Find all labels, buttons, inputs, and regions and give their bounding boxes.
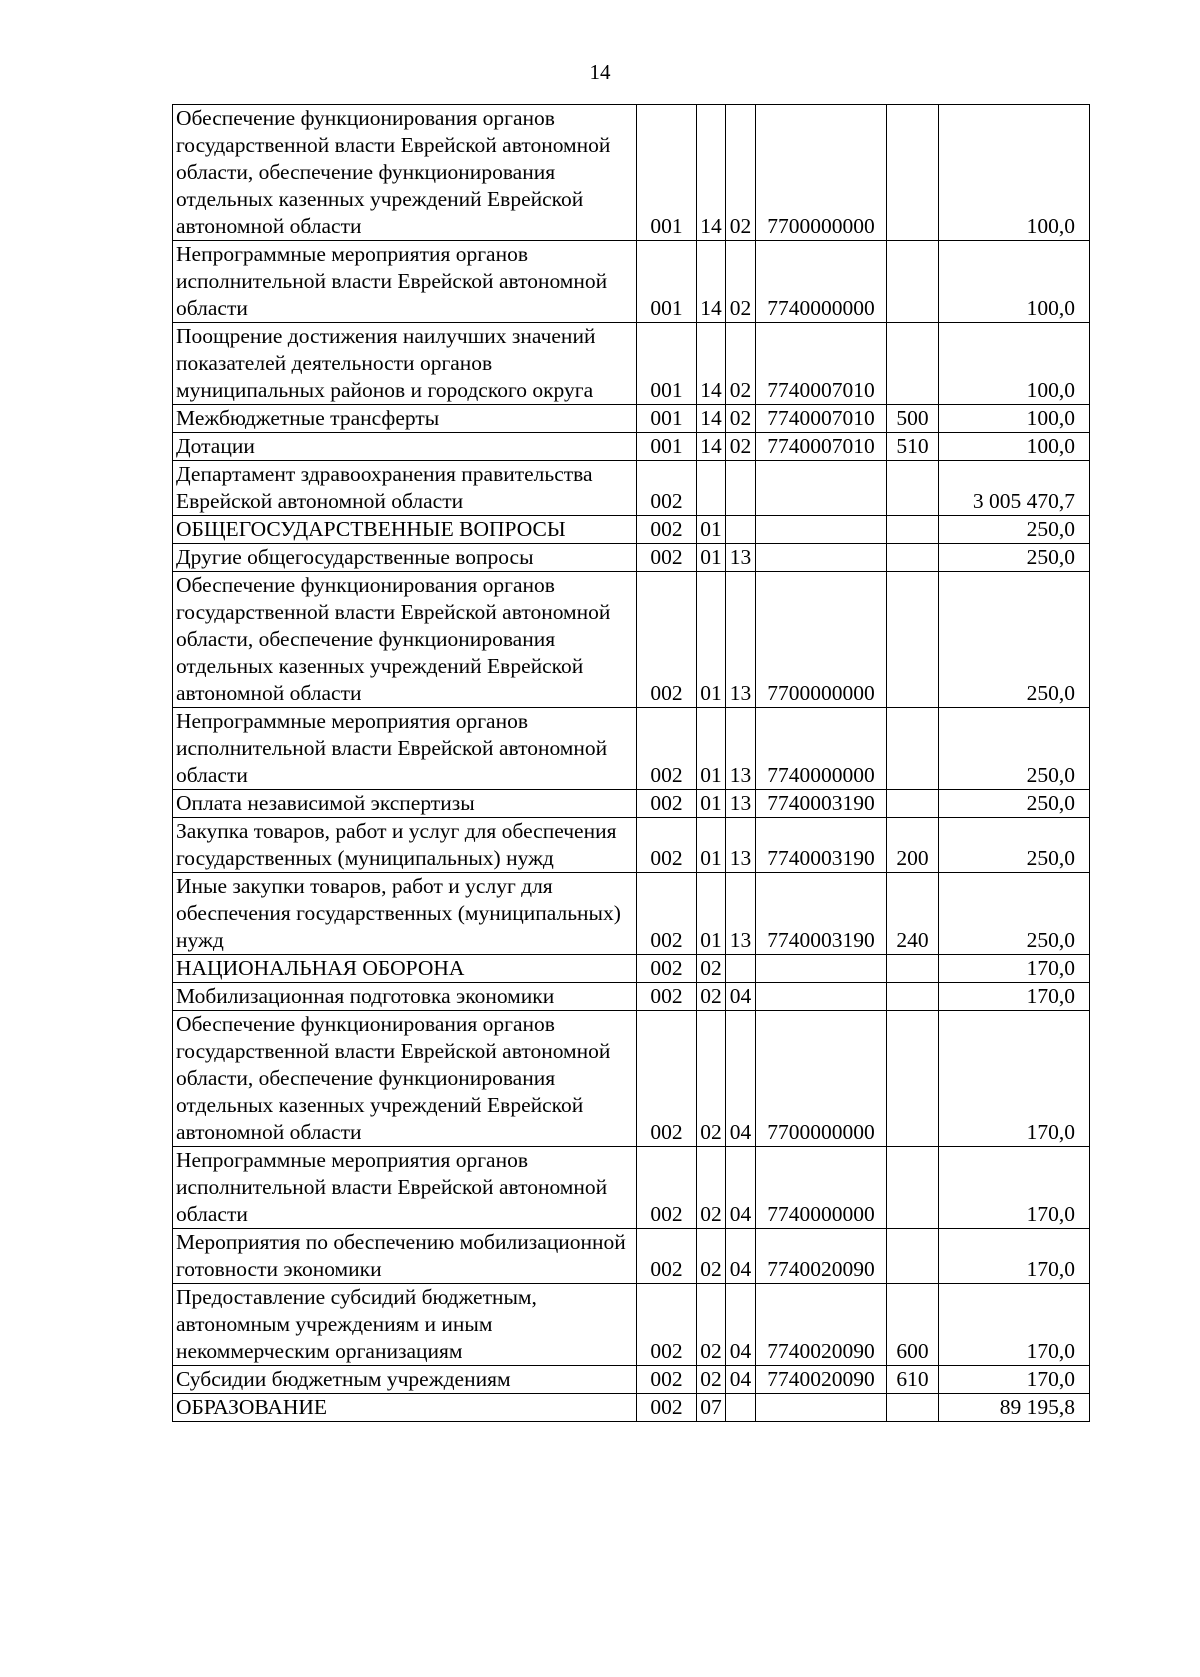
section-code-cell: 01 [697, 790, 726, 818]
ministry-code-cell: 002 [637, 873, 697, 955]
ministry-code-cell: 002 [637, 708, 697, 790]
subsection-code-cell: 04 [726, 1229, 756, 1284]
row-name-cell: Закупка товаров, работ и услуг для обеспечения государственных (муниципальных) нужд [173, 818, 637, 873]
table-row [173, 708, 1090, 790]
row-name-cell: Предоставление субсидий бюджетным, автономным учреждениям и иным некоммерческим организациям [173, 1284, 637, 1366]
amount-cell: 170,0 [939, 1366, 1090, 1394]
target-item-code-cell: 7740007010 [756, 433, 887, 461]
ministry-code-cell: 002 [637, 983, 697, 1011]
expense-type-code-cell: 240 [887, 873, 939, 955]
subsection-code-cell: 04 [726, 1011, 756, 1147]
table-row [173, 544, 1090, 572]
row-name-cell: Непрограммные мероприятия органов исполнительной власти Еврейской автономной области [173, 1147, 637, 1229]
section-code-cell: 02 [697, 1011, 726, 1147]
target-item-code-cell: 7740020090 [756, 1229, 887, 1284]
target-item-code-cell [756, 544, 887, 572]
target-item-code-cell: 7740007010 [756, 323, 887, 405]
table-row [173, 1366, 1090, 1394]
row-name-cell: Обеспечение функционирования органов государственной власти Еврейской автономной области, обеспечение функционирования отдельных казенных учреждений Еврейской автономной области [173, 105, 637, 241]
amount-cell: 89 195,8 [939, 1394, 1090, 1422]
amount-cell: 250,0 [939, 572, 1090, 708]
section-code-cell: 07 [697, 1394, 726, 1422]
subsection-code-cell: 13 [726, 818, 756, 873]
ministry-code-cell: 002 [637, 1284, 697, 1366]
amount-cell: 250,0 [939, 544, 1090, 572]
expense-type-code-cell: 500 [887, 405, 939, 433]
table-row [173, 983, 1090, 1011]
section-code-cell: 02 [697, 1147, 726, 1229]
subsection-code-cell: 02 [726, 241, 756, 323]
table-row [173, 1229, 1090, 1284]
table-row [173, 461, 1090, 516]
amount-cell: 250,0 [939, 873, 1090, 955]
table-row [173, 405, 1090, 433]
ministry-code-cell: 001 [637, 433, 697, 461]
ministry-code-cell: 001 [637, 405, 697, 433]
expense-type-code-cell [887, 323, 939, 405]
subsection-code-cell: 13 [726, 708, 756, 790]
section-code-cell: 02 [697, 1366, 726, 1394]
expense-type-code-cell [887, 1147, 939, 1229]
expense-type-code-cell: 200 [887, 818, 939, 873]
section-code-cell: 01 [697, 516, 726, 544]
expense-type-code-cell [887, 1229, 939, 1284]
ministry-code-cell: 002 [637, 818, 697, 873]
section-code-cell: 14 [697, 433, 726, 461]
target-item-code-cell [756, 955, 887, 983]
amount-cell: 170,0 [939, 983, 1090, 1011]
ministry-code-cell: 002 [637, 1366, 697, 1394]
section-code-cell: 02 [697, 983, 726, 1011]
row-name-cell: НАЦИОНАЛЬНАЯ ОБОРОНА [173, 955, 637, 983]
section-code-cell: 01 [697, 572, 726, 708]
ministry-code-cell: 002 [637, 516, 697, 544]
target-item-code-cell: 7740000000 [756, 241, 887, 323]
table-row [173, 433, 1090, 461]
expense-type-code-cell [887, 241, 939, 323]
section-code-cell: 01 [697, 708, 726, 790]
amount-cell: 100,0 [939, 405, 1090, 433]
expense-type-code-cell: 610 [887, 1366, 939, 1394]
row-name-cell: Поощрение достижения наилучших значений показателей деятельности органов муниципальных районов и городского округа [173, 323, 637, 405]
section-code-cell: 14 [697, 405, 726, 433]
row-name-cell: Иные закупки товаров, работ и услуг для обеспечения государственных (муниципальных) нужд [173, 873, 637, 955]
subsection-code-cell: 02 [726, 405, 756, 433]
subsection-code-cell [726, 461, 756, 516]
table-row [173, 323, 1090, 405]
section-code-cell: 02 [697, 1284, 726, 1366]
row-name-cell: ОБРАЗОВАНИЕ [173, 1394, 637, 1422]
amount-cell: 3 005 470,7 [939, 461, 1090, 516]
table-row [173, 955, 1090, 983]
section-code-cell: 02 [697, 1229, 726, 1284]
table-row [173, 873, 1090, 955]
row-name-cell: Мобилизационная подготовка экономики [173, 983, 637, 1011]
section-code-cell: 14 [697, 323, 726, 405]
expense-type-code-cell [887, 790, 939, 818]
subsection-code-cell: 13 [726, 544, 756, 572]
amount-cell: 250,0 [939, 516, 1090, 544]
amount-cell: 170,0 [939, 1284, 1090, 1366]
target-item-code-cell: 7700000000 [756, 1011, 887, 1147]
expense-type-code-cell: 600 [887, 1284, 939, 1366]
target-item-code-cell: 7740003190 [756, 818, 887, 873]
row-name-cell: Мероприятия по обеспечению мобилизационной готовности экономики [173, 1229, 637, 1284]
budget-table [172, 104, 1090, 1422]
amount-cell: 250,0 [939, 708, 1090, 790]
ministry-code-cell: 001 [637, 241, 697, 323]
table-row [173, 790, 1090, 818]
target-item-code-cell: 7700000000 [756, 572, 887, 708]
row-name-cell: Дотации [173, 433, 637, 461]
subsection-code-cell [726, 1394, 756, 1422]
expense-type-code-cell [887, 461, 939, 516]
subsection-code-cell: 02 [726, 105, 756, 241]
target-item-code-cell: 7740007010 [756, 405, 887, 433]
amount-cell: 100,0 [939, 105, 1090, 241]
expense-type-code-cell [887, 1394, 939, 1422]
row-name-cell: Непрограммные мероприятия органов исполнительной власти Еврейской автономной области [173, 241, 637, 323]
table-row [173, 105, 1090, 241]
section-code-cell: 01 [697, 544, 726, 572]
row-name-cell: Оплата независимой экспертизы [173, 790, 637, 818]
subsection-code-cell: 13 [726, 790, 756, 818]
target-item-code-cell: 7740003190 [756, 790, 887, 818]
page-number: 14 [589, 60, 611, 84]
table-body [173, 105, 1090, 1422]
subsection-code-cell: 13 [726, 873, 756, 955]
row-name-cell: ОБЩЕГОСУДАРСТВЕННЫЕ ВОПРОСЫ [173, 516, 637, 544]
table-row [173, 1284, 1090, 1366]
row-name-cell: Непрограммные мероприятия органов исполнительной власти Еврейской автономной области [173, 708, 637, 790]
subsection-code-cell: 04 [726, 1284, 756, 1366]
subsection-code-cell: 04 [726, 1366, 756, 1394]
ministry-code-cell: 001 [637, 105, 697, 241]
amount-cell: 100,0 [939, 433, 1090, 461]
subsection-code-cell: 02 [726, 433, 756, 461]
amount-cell: 250,0 [939, 790, 1090, 818]
table-row [173, 241, 1090, 323]
section-code-cell: 02 [697, 955, 726, 983]
amount-cell: 170,0 [939, 955, 1090, 983]
ministry-code-cell: 002 [637, 461, 697, 516]
target-item-code-cell: 7740020090 [756, 1284, 887, 1366]
subsection-code-cell [726, 955, 756, 983]
row-name-cell: Обеспечение функционирования органов государственной власти Еврейской автономной области, обеспечение функционирования отдельных казенных учреждений Еврейской автономной области [173, 1011, 637, 1147]
section-code-cell [697, 461, 726, 516]
subsection-code-cell: 13 [726, 572, 756, 708]
ministry-code-cell: 002 [637, 1011, 697, 1147]
table-row [173, 516, 1090, 544]
section-code-cell: 01 [697, 873, 726, 955]
expense-type-code-cell [887, 1011, 939, 1147]
section-code-cell: 14 [697, 241, 726, 323]
subsection-code-cell [726, 516, 756, 544]
target-item-code-cell [756, 516, 887, 544]
expense-type-code-cell [887, 572, 939, 708]
expense-type-code-cell [887, 105, 939, 241]
ministry-code-cell: 002 [637, 790, 697, 818]
expense-type-code-cell [887, 544, 939, 572]
ministry-code-cell: 002 [637, 955, 697, 983]
table-row [173, 1147, 1090, 1229]
table-row [173, 818, 1090, 873]
amount-cell: 100,0 [939, 323, 1090, 405]
target-item-code-cell: 7740000000 [756, 1147, 887, 1229]
expense-type-code-cell [887, 708, 939, 790]
section-code-cell: 01 [697, 818, 726, 873]
subsection-code-cell: 04 [726, 1147, 756, 1229]
amount-cell: 170,0 [939, 1011, 1090, 1147]
target-item-code-cell [756, 983, 887, 1011]
ministry-code-cell: 002 [637, 544, 697, 572]
row-name-cell: Департамент здравоохранения правительства Еврейской автономной области [173, 461, 637, 516]
ministry-code-cell: 002 [637, 1229, 697, 1284]
target-item-code-cell: 7700000000 [756, 105, 887, 241]
target-item-code-cell: 7740000000 [756, 708, 887, 790]
row-name-cell: Обеспечение функционирования органов государственной власти Еврейской автономной области, обеспечение функционирования отдельных казенных учреждений Еврейской автономной области [173, 572, 637, 708]
target-item-code-cell [756, 1394, 887, 1422]
expense-type-code-cell [887, 516, 939, 544]
amount-cell: 170,0 [939, 1229, 1090, 1284]
subsection-code-cell: 02 [726, 323, 756, 405]
amount-cell: 250,0 [939, 818, 1090, 873]
ministry-code-cell: 002 [637, 1394, 697, 1422]
expense-type-code-cell [887, 955, 939, 983]
target-item-code-cell: 7740003190 [756, 873, 887, 955]
row-name-cell: Субсидии бюджетным учреждениям [173, 1366, 637, 1394]
target-item-code-cell: 7740020090 [756, 1366, 887, 1394]
subsection-code-cell: 04 [726, 983, 756, 1011]
ministry-code-cell: 002 [637, 572, 697, 708]
table-row [173, 1394, 1090, 1422]
table-row [173, 572, 1090, 708]
expense-type-code-cell: 510 [887, 433, 939, 461]
section-code-cell: 14 [697, 105, 726, 241]
amount-cell: 100,0 [939, 241, 1090, 323]
table-row [173, 1011, 1090, 1147]
row-name-cell: Другие общегосударственные вопросы [173, 544, 637, 572]
expense-type-code-cell [887, 983, 939, 1011]
amount-cell: 170,0 [939, 1147, 1090, 1229]
ministry-code-cell: 002 [637, 1147, 697, 1229]
row-name-cell: Межбюджетные трансферты [173, 405, 637, 433]
ministry-code-cell: 001 [637, 323, 697, 405]
target-item-code-cell [756, 461, 887, 516]
